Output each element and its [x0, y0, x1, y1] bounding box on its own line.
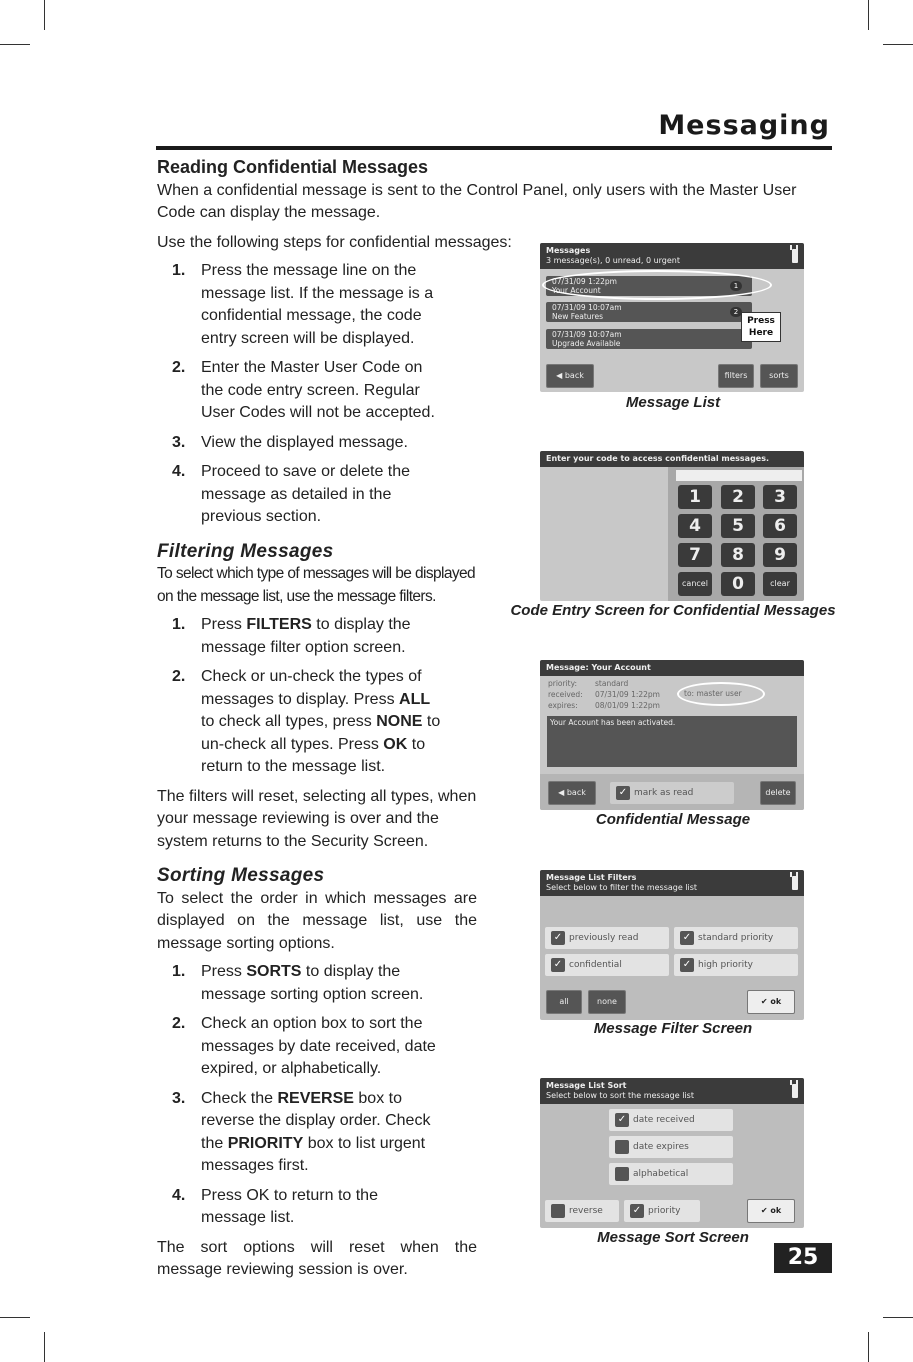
filtering-intro: To select which type of messages will be displayed on the message list, use the message filters.: [157, 565, 476, 605]
crop-mark: [883, 1317, 913, 1318]
checkmark-icon: ✓: [680, 931, 694, 945]
key-0[interactable]: 0: [721, 572, 755, 596]
screen-header: Message List Filters Select below to filter the message list: [540, 870, 804, 896]
highlight-oval: [542, 270, 772, 300]
key-4[interactable]: 4: [678, 514, 712, 538]
ok-button[interactable]: ✔ ok: [747, 1199, 795, 1223]
checkmark-icon: ✓: [615, 1113, 629, 1127]
filter-option-previously-read[interactable]: ✓ previously read: [545, 927, 669, 949]
sorting-steps: [157, 961, 502, 1230]
power-plug-icon: [792, 876, 798, 890]
list-item: 2. Check or un-check the types of messages to display. Press ALL to check all types, press NONE to un-check all types. Press OK to return to the message list.: [172, 668, 441, 775]
cancel-key[interactable]: cancel: [678, 572, 712, 596]
code-field[interactable]: [676, 470, 802, 481]
filter-option-standard-priority[interactable]: ✓ standard priority: [674, 927, 798, 949]
filter-screenshot: [540, 870, 804, 1020]
message-row[interactable]: 07/31/09 10:07am Upgrade Available: [546, 329, 752, 349]
filters-button[interactable]: filters: [718, 364, 754, 388]
crop-mark: [0, 1317, 30, 1318]
back-button[interactable]: ◀ back: [546, 364, 594, 388]
key-3[interactable]: 3: [763, 485, 797, 509]
sorting-intro: To select the order in which messages are displayed on the message list, use the message sorting options.: [157, 889, 477, 952]
list-item: 4. Press OK to return to the message list.: [172, 1186, 378, 1226]
list-item: 1. Press SORTS to display the message sorting option screen.: [172, 963, 424, 1003]
filter-option-confidential[interactable]: ✓ confidential: [545, 954, 669, 976]
screen-header: Message: Your Account: [540, 660, 804, 676]
back-button[interactable]: ◀ back: [548, 781, 596, 805]
none-button[interactable]: none: [588, 990, 626, 1014]
delete-button[interactable]: delete: [760, 781, 796, 805]
key-7[interactable]: 7: [678, 543, 712, 567]
caption-filter: Message Filter Screen: [593, 1020, 753, 1037]
checkmark-icon: ✓: [551, 958, 565, 972]
filtering-outro: The filters will reset, selecting all types, when your message reviewing is over and the system returns to the Security Screen.: [157, 787, 477, 850]
sorting-outro: The sort options will reset when the message reviewing session is over.: [157, 1238, 477, 1278]
crop-mark: [883, 44, 913, 45]
code-entry-screenshot: [540, 451, 804, 601]
reading-intro: When a confidential message is sent to the Control Panel, only users with the Master User Code can display the message.: [157, 181, 797, 221]
section-reading: [157, 156, 833, 254]
reading-steps: [157, 260, 502, 529]
crop-mark: [868, 0, 869, 30]
reading-heading: Reading Confidential Messages: [157, 157, 429, 177]
key-5[interactable]: 5: [721, 514, 755, 538]
list-item: 1. Press the message line on the message list. If the message is a confidential message, the code entry screen will be displayed.: [172, 262, 434, 347]
message-body: Your Account has been activated.: [547, 716, 797, 767]
caption-confidential: Confidential Message: [595, 811, 751, 828]
filtering-heading: Filtering Messages: [157, 540, 334, 562]
list-item: 1. Press FILTERS to display the message filter option screen.: [172, 616, 411, 656]
page-title: Messaging: [658, 110, 830, 141]
power-plug-icon: [792, 249, 798, 263]
screen-header: Enter your code to access confidential messages.: [540, 451, 804, 467]
title-rule: [156, 146, 832, 150]
key-8[interactable]: 8: [721, 543, 755, 567]
screen-header: Message List Sort Select below to sort the message list: [540, 1078, 804, 1104]
power-plug-icon: [792, 1084, 798, 1098]
mark-as-read-checkbox[interactable]: ✓ mark as read: [610, 782, 734, 804]
sort-option-alphabetical[interactable]: alphabetical: [609, 1163, 733, 1185]
crop-mark: [44, 1332, 45, 1362]
checkmark-icon: ✓: [630, 1204, 644, 1218]
confidential-message-screenshot: [540, 660, 804, 810]
checkmark-icon: ✓: [616, 786, 630, 800]
list-item: 2. Enter the Master User Code on the code entry screen. Regular User Codes will not be accepted.: [172, 359, 435, 421]
checkmark-icon: ✓: [551, 931, 565, 945]
caption-sort: Message Sort Screen: [597, 1229, 749, 1246]
reading-lead: Use the following steps for confidential messages:: [157, 233, 512, 251]
list-item: 2. Check an option box to sort the messages by date received, date expired, or alphabetically.: [172, 1015, 436, 1077]
crop-mark: [44, 0, 45, 30]
list-item: 3. View the displayed message.: [172, 433, 408, 451]
key-2[interactable]: 2: [721, 485, 755, 509]
filtering-steps: [157, 614, 502, 779]
checkmark-icon: ✓: [680, 958, 694, 972]
key-6[interactable]: 6: [763, 514, 797, 538]
sort-option-date-expires[interactable]: date expires: [609, 1136, 733, 1158]
sort-option-date-received[interactable]: ✓ date received: [609, 1109, 733, 1131]
crop-mark: [868, 1332, 869, 1362]
message-list-screenshot: [540, 243, 804, 392]
crop-mark: [0, 44, 30, 45]
all-button[interactable]: all: [546, 990, 582, 1014]
list-item: 3. Check the REVERSE box to reverse the display order. Check the PRIORITY box to list urgent messages first.: [172, 1089, 431, 1174]
key-1[interactable]: 1: [678, 485, 712, 509]
sort-screenshot: [540, 1078, 804, 1228]
press-here-callout: Press Here: [741, 312, 781, 342]
clear-key[interactable]: clear: [763, 572, 797, 596]
message-badge: 2: [730, 307, 742, 317]
message-row[interactable]: 07/31/09 1:22pm Your Account 1: [546, 276, 752, 296]
highlight-oval: [677, 682, 765, 706]
reverse-checkbox[interactable]: reverse: [545, 1200, 619, 1222]
caption-message-list: Message List: [625, 394, 721, 411]
ok-button[interactable]: ✔ ok: [747, 990, 795, 1014]
page-number: 25: [774, 1243, 832, 1273]
list-item: 4. Proceed to save or delete the message as detailed in the previous section.: [172, 463, 411, 525]
filter-option-high-priority[interactable]: ✓ high priority: [674, 954, 798, 976]
screen-header: Messages 3 message(s), 0 unread, 0 urgent: [540, 243, 804, 269]
sorts-button[interactable]: sorts: [760, 364, 798, 388]
priority-checkbox[interactable]: ✓ priority: [624, 1200, 700, 1222]
caption-code-entry: Code Entry Screen for Confidential Messages: [510, 602, 836, 619]
sorting-heading: Sorting Messages: [157, 865, 325, 886]
message-row[interactable]: 07/31/09 10:07am New Features 2: [546, 302, 752, 322]
message-meta: priority: standard received: 07/31/09 1:22pm expires: 08/01/09 1:22pm: [548, 679, 660, 710]
key-9[interactable]: 9: [763, 543, 797, 567]
message-badge: 1: [730, 281, 742, 291]
to-field: to: master user: [684, 689, 742, 698]
